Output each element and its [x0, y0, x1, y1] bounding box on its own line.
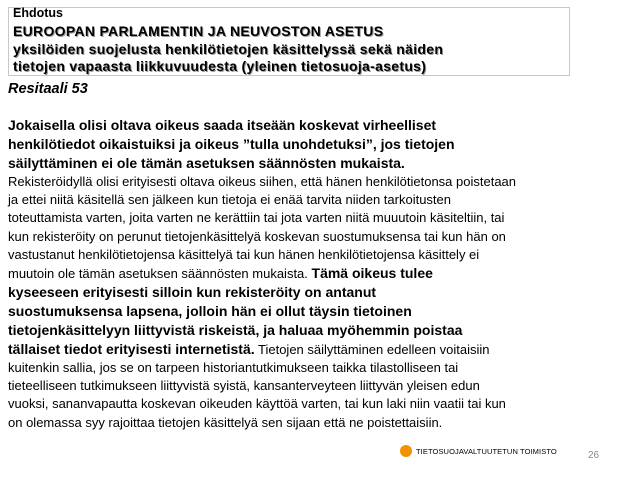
body-text-regular: Tietojen säilyttäminen edelleen voitaisiin [254, 342, 490, 358]
body-line [8, 283, 634, 302]
body-text-regular: kuitenkin sallia, jos se on tarpeen historiantutkimukseen taikka tilastolliseen tai [8, 360, 459, 376]
title-line: EUROOPAN PARLAMENTIN JA NEUVOSTON ASETUS [13, 23, 384, 39]
page-number: 26 [588, 450, 600, 461]
body-line [8, 395, 634, 413]
body-text-regular: vuoksi, sananvapautta koskevan oikeuden käyttöä varten, tai kun laki niin vaatii tai kun [8, 396, 506, 412]
body-text-bold: tietojenkäsittelyyn liittyvistä riskeistä, ja haluaa myöhemmin poistaa [8, 322, 463, 339]
body-text-regular: on olemassa syy rajoittaa tietojen käsittelyä sen sijaan että ne poistettaisiin. [8, 414, 443, 430]
title-line: yksilöiden suojelusta henkilötietojen käsittelyssä sekä näiden [13, 40, 444, 57]
body-line [8, 302, 634, 321]
body-text-bold: tällaiset tiedot erityisesti internetistä. [8, 341, 255, 358]
proposal-label: Ehdotus [13, 6, 63, 20]
body-text-bold: Jokaisella olisi oltava oikeus saada itseään koskevat virheelliset [8, 117, 437, 133]
body-line [8, 264, 634, 283]
body-line [8, 209, 634, 227]
body-line [8, 154, 634, 173]
body-text-regular: Rekisteröidyllä olisi erityisesti oltava oikeus siihen, että hänen henkilötietonsa poistetaan [8, 174, 517, 190]
body-text-bold: säilyttäminen ei ole tämän asetuksen säännösten mukaista. [8, 155, 405, 172]
footer-organization: TIETOSUOJAVALTUUTETUN TOIMISTO [416, 447, 557, 456]
body-text-bold: kyseeseen erityisesti silloin kun rekisteröity on antanut [8, 283, 377, 300]
body-text-bold: suostumuksensa lapsena, jolloin hän ei ollut täysin tietoinen [8, 302, 412, 319]
body-text-regular: tieteelliseen tutkimukseen liittyvistä syistä, kansanterveyteen liittyvän yleisen edun [8, 378, 480, 394]
body-line [8, 246, 634, 264]
body-line [8, 321, 634, 340]
body-line [8, 359, 634, 377]
body-text-regular: ja ettei niitä käsitellä sen jälkeen kun tietoja ei enää tarvita niiden tarkoitusten [8, 192, 451, 208]
body-line [8, 116, 634, 135]
body-text-regular: kun rekisteröity on perunut tietojenkäsittelyä koskevan suostumuksensa tai kun hän on [8, 228, 506, 244]
body-text-regular: toteuttamista varten, joita varten ne kerättiin tai jota varten niitä muuutoin käsiteltiin, tai [8, 210, 505, 226]
body-text-bold: Tämä oikeus tulee [311, 264, 433, 281]
body-text-regular: vastustanut henkilötietojensa käsittelyä tai kun hänen henkilötietojensa käsittely ei [8, 246, 480, 262]
title-line: tietojen vapaasta liikkuvuudesta (yleinen tietosuoja-asetus) [13, 58, 427, 74]
body-line [8, 135, 634, 154]
body-text-bold: henkilötiedot oikaistuiksi ja oikeus ”tulla unohdetuksi”, jos tietojen [8, 136, 455, 153]
office-logo-icon [400, 445, 412, 457]
body-line [8, 191, 634, 209]
recital-body [8, 116, 634, 432]
body-line [8, 173, 634, 191]
body-line [8, 340, 634, 359]
body-line [8, 414, 634, 432]
body-line [8, 228, 634, 246]
regulation-title [13, 23, 568, 76]
body-text-regular: muutoin ole tämän asetuksen säännösten mukaista. [8, 265, 312, 281]
recital-heading: Resitaali 53 [8, 81, 88, 97]
body-line [8, 377, 634, 395]
